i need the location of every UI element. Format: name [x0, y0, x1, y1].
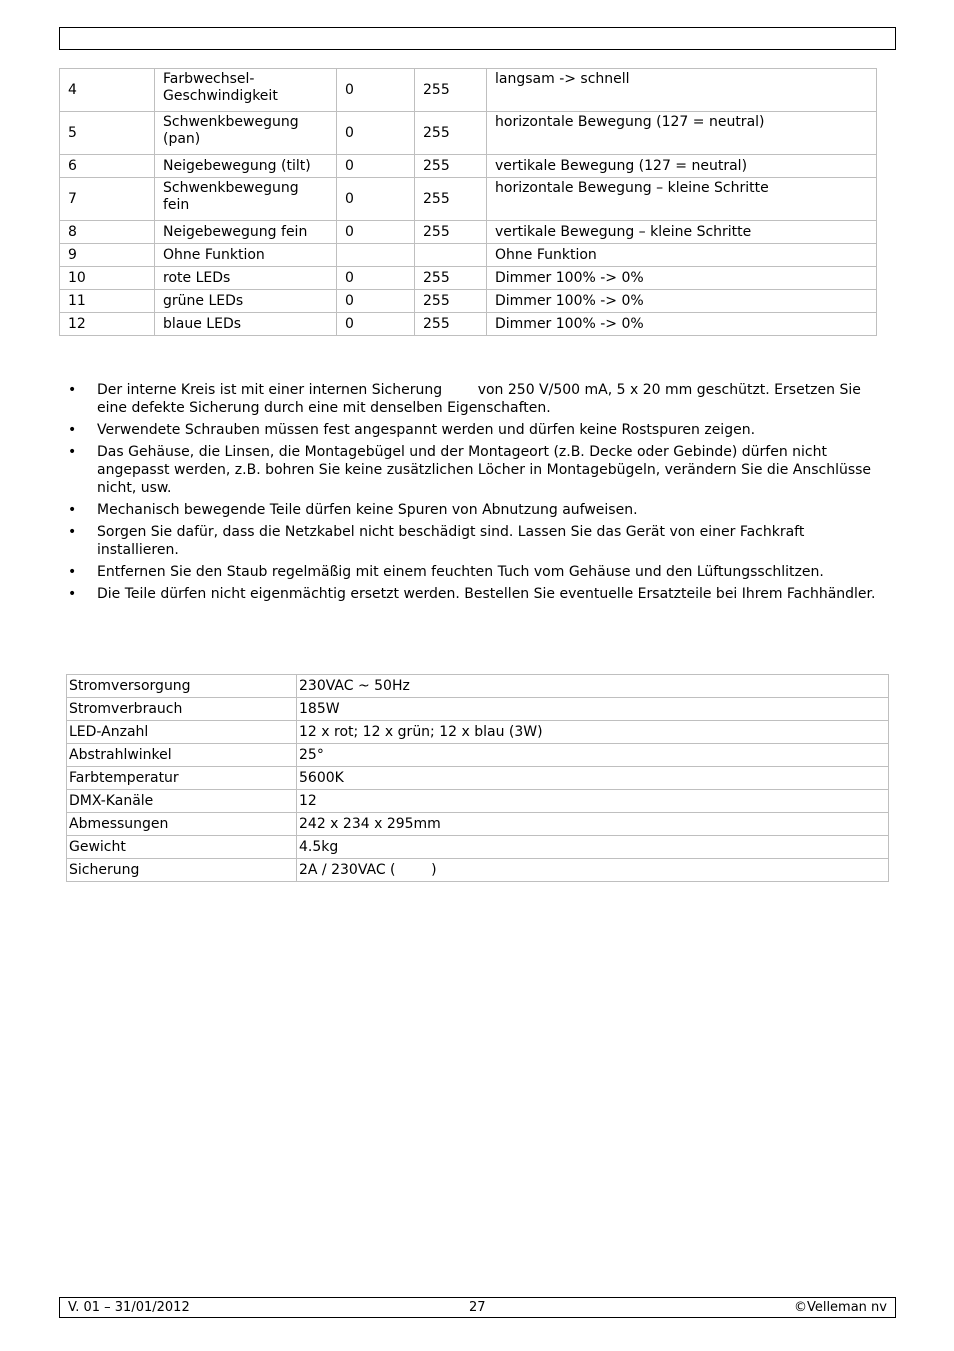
list-item [60, 585, 880, 603]
dmx-max-cell: 255 [415, 221, 487, 244]
bullet-icon: • [68, 444, 77, 460]
list-item [60, 421, 880, 439]
list-item-text: Die Teile dürfen nicht eigenmächtig ersetzt werden. Bestellen Sie eventuelle Ersatzteile bei Ihrem Fachhändler. [97, 586, 876, 602]
bullet-icon: • [68, 524, 77, 540]
dmx-description-cell: vertikale Bewegung (127 = neutral) [487, 155, 877, 178]
table-row [60, 112, 877, 155]
list-item-text: Entfernen Sie den Staub regelmäßig mit einem feuchten Tuch vom Gehäuse und den Lüftungsschlitzen. [97, 564, 824, 580]
table-row [67, 859, 889, 882]
dmx-min-cell: 0 [337, 112, 415, 155]
maintenance-list [60, 381, 880, 607]
dmx-max-cell: 255 [415, 267, 487, 290]
list-item [60, 501, 880, 519]
spec-key-cell: Stromverbrauch [67, 698, 297, 721]
dmx-channel-cell: 8 [60, 221, 155, 244]
table-row [60, 313, 877, 336]
table-row [67, 813, 889, 836]
dmx-max-cell: 255 [415, 69, 487, 112]
spec-key-cell: Stromversorgung [67, 675, 297, 698]
dmx-channel-cell: 6 [60, 155, 155, 178]
spec-value-cell: 12 [297, 790, 889, 813]
table-row [67, 698, 889, 721]
dmx-channel-table [59, 68, 877, 336]
page-header-box [59, 27, 896, 50]
table-row [67, 790, 889, 813]
spec-value-cell: 185W [297, 698, 889, 721]
dmx-description-cell: horizontale Bewegung – kleine Schritte [487, 178, 877, 221]
dmx-max-cell: 255 [415, 112, 487, 155]
footer-version: V. 01 – 31/01/2012 [68, 1300, 190, 1315]
table-row [67, 675, 889, 698]
dmx-min-cell: 0 [337, 178, 415, 221]
spec-value-cell: 2A / 230VAC ( ) [297, 859, 889, 882]
dmx-max-cell [415, 244, 487, 267]
dmx-description-cell: langsam -> schnell [487, 69, 877, 112]
table-row [67, 836, 889, 859]
dmx-channel-cell: 7 [60, 178, 155, 221]
list-item [60, 563, 880, 581]
bullet-icon: • [68, 586, 77, 602]
table-row [60, 221, 877, 244]
table-row [60, 244, 877, 267]
dmx-min-cell: 0 [337, 290, 415, 313]
dmx-function-cell: Ohne Funktion [155, 244, 337, 267]
spec-value-cell: 5600K [297, 767, 889, 790]
specifications-table [66, 674, 889, 882]
dmx-description-cell: Dimmer 100% -> 0% [487, 313, 877, 336]
table-row [60, 178, 877, 221]
dmx-description-cell: vertikale Bewegung – kleine Schritte [487, 221, 877, 244]
table-row [67, 721, 889, 744]
table-row [60, 267, 877, 290]
page-footer [59, 1297, 896, 1318]
dmx-channel-cell: 12 [60, 313, 155, 336]
list-item-text: Das Gehäuse, die Linsen, die Montagebügel und der Montageort (z.B. Decke oder Gebinde) dürfen nicht angepasst werden, z.B. bohren Sie keine zusätzlichen Löcher in Montagebügeln, verändern Sie die Anschlüsse nicht, usw. [97, 444, 876, 496]
spec-value-cell: 242 x 234 x 295mm [297, 813, 889, 836]
dmx-channel-cell: 10 [60, 267, 155, 290]
dmx-description-cell: Dimmer 100% -> 0% [487, 290, 877, 313]
spec-value-cell: 12 x rot; 12 x grün; 12 x blau (3W) [297, 721, 889, 744]
dmx-function-cell: grüne LEDs [155, 290, 337, 313]
dmx-min-cell: 0 [337, 267, 415, 290]
dmx-description-cell: horizontale Bewegung (127 = neutral) [487, 112, 877, 155]
dmx-channel-cell: 4 [60, 69, 155, 112]
dmx-max-cell: 255 [415, 155, 487, 178]
dmx-max-cell: 255 [415, 313, 487, 336]
dmx-min-cell: 0 [337, 69, 415, 112]
table-row [60, 69, 877, 112]
list-item [60, 381, 880, 417]
dmx-description-cell: Ohne Funktion [487, 244, 877, 267]
dmx-channel-cell: 5 [60, 112, 155, 155]
dmx-max-cell: 255 [415, 290, 487, 313]
list-item-text: Mechanisch bewegende Teile dürfen keine Spuren von Abnutzung aufweisen. [97, 502, 638, 518]
list-item-text: Der interne Kreis ist mit einer internen Sicherung von 250 V/500 mA, 5 x 20 mm geschützt. Ersetzen Sie eine defekte Sicherung durch eine mit denselben Eigenschaften. [97, 382, 866, 416]
footer-copyright: ©Velleman nv [793, 1300, 887, 1315]
list-item [60, 443, 880, 497]
dmx-function-cell: Farbwechsel- Geschwindigkeit [155, 69, 337, 112]
dmx-function-cell: blaue LEDs [155, 313, 337, 336]
dmx-max-cell: 255 [415, 178, 487, 221]
spec-key-cell: LED-Anzahl [67, 721, 297, 744]
list-item [60, 523, 880, 559]
table-row [67, 767, 889, 790]
spec-key-cell: Farbtemperatur [67, 767, 297, 790]
bullet-icon: • [68, 564, 77, 580]
dmx-min-cell: 0 [337, 313, 415, 336]
dmx-min-cell: 0 [337, 155, 415, 178]
spec-key-cell: Sicherung [67, 859, 297, 882]
dmx-min-cell [337, 244, 415, 267]
dmx-function-cell: Neigebewegung fein [155, 221, 337, 244]
spec-value-cell: 230VAC ~ 50Hz [297, 675, 889, 698]
table-row [60, 290, 877, 313]
spec-key-cell: Abmessungen [67, 813, 297, 836]
dmx-channel-cell: 9 [60, 244, 155, 267]
spec-value-cell: 25° [297, 744, 889, 767]
footer-page-number: 27 [469, 1300, 486, 1315]
dmx-function-cell: rote LEDs [155, 267, 337, 290]
dmx-function-cell: Schwenkbewegung (pan) [155, 112, 337, 155]
spec-value-cell: 4.5kg [297, 836, 889, 859]
bullet-icon: • [68, 422, 77, 438]
dmx-function-cell: Schwenkbewegung fein [155, 178, 337, 221]
list-item-text: Sorgen Sie dafür, dass die Netzkabel nicht beschädigt sind. Lassen Sie das Gerät von einer Fachkraft installieren. [97, 524, 809, 558]
list-item-text: Verwendete Schrauben müssen fest angespannt werden und dürfen keine Rostspuren zeigen. [97, 422, 756, 438]
table-row [60, 155, 877, 178]
table-row [67, 744, 889, 767]
dmx-description-cell: Dimmer 100% -> 0% [487, 267, 877, 290]
spec-key-cell: Abstrahlwinkel [67, 744, 297, 767]
spec-key-cell: Gewicht [67, 836, 297, 859]
spec-key-cell: DMX-Kanäle [67, 790, 297, 813]
dmx-function-cell: Neigebewegung (tilt) [155, 155, 337, 178]
dmx-channel-cell: 11 [60, 290, 155, 313]
dmx-min-cell: 0 [337, 221, 415, 244]
bullet-icon: • [68, 382, 77, 398]
bullet-icon: • [68, 502, 77, 518]
